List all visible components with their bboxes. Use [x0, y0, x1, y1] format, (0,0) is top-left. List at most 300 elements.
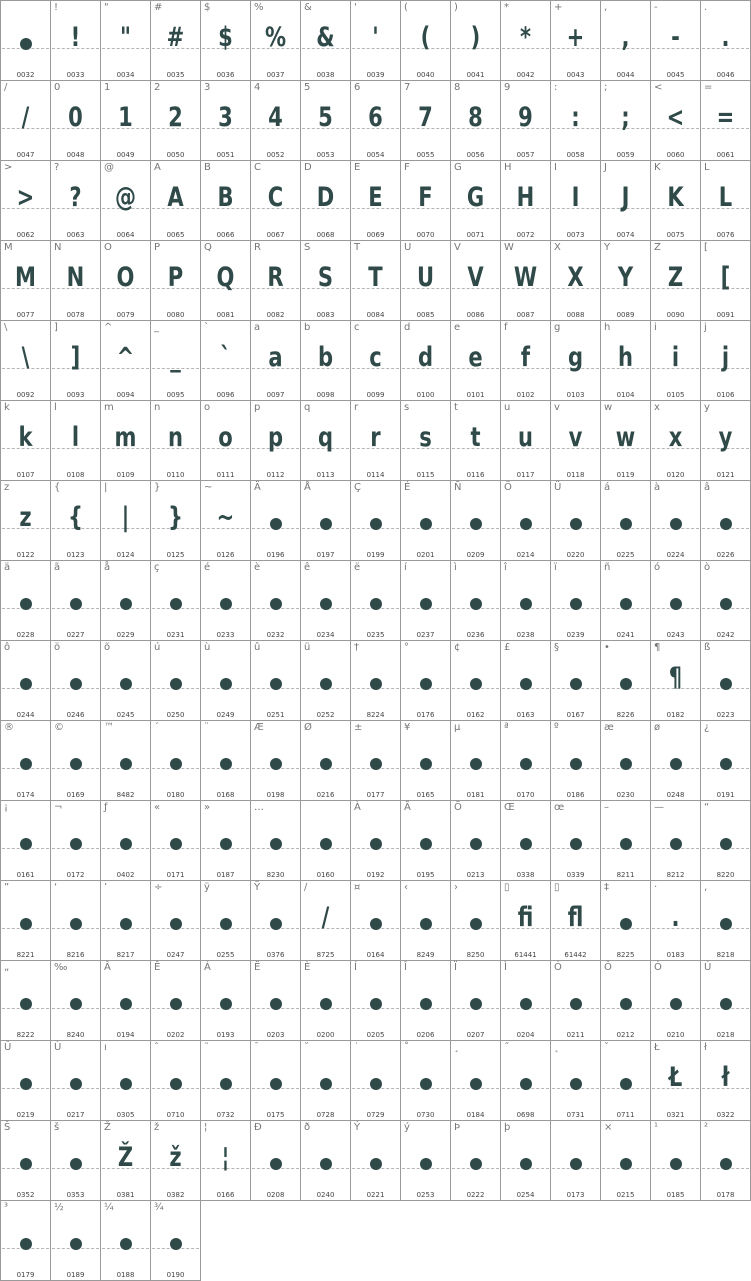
glyph-preview: c	[369, 342, 382, 373]
glyph-code: 0225	[616, 551, 635, 559]
glyph-label: l	[54, 402, 57, 413]
glyph-code: 0228	[16, 631, 35, 639]
missing-glyph-dot-icon	[570, 838, 582, 850]
glyph-label: 0	[54, 82, 61, 93]
glyph-label: }	[154, 482, 161, 493]
glyph-code: 0245	[116, 711, 135, 719]
glyph-label: p	[254, 402, 261, 413]
glyph-label: ı	[104, 1042, 107, 1053]
glyph-cell	[300, 880, 351, 961]
glyph-code: 0120	[666, 471, 685, 479]
glyph-code: 0117	[516, 471, 535, 479]
glyph-cell	[0, 1120, 51, 1201]
glyph-label: ½	[54, 1202, 64, 1213]
missing-glyph-dot-icon	[270, 1078, 282, 1090]
glyph-cell	[50, 1120, 101, 1201]
glyph-label: ø	[654, 722, 661, 733]
glyph-cell	[550, 400, 601, 481]
glyph-cell	[450, 80, 501, 161]
glyph-code: 0094	[116, 391, 135, 399]
glyph-code: 0165	[416, 791, 435, 799]
glyph-code: 0250	[166, 711, 185, 719]
glyph-code: 0711	[616, 1111, 635, 1119]
glyph-code: 0223	[716, 711, 735, 719]
glyph-cell	[50, 880, 101, 961]
glyph-cell	[600, 720, 651, 801]
missing-glyph-dot-icon	[720, 758, 732, 770]
glyph-cell	[450, 640, 501, 721]
glyph-code: 0107	[16, 471, 35, 479]
glyph-code: 0253	[416, 1191, 435, 1199]
glyph-cell	[50, 480, 101, 561]
glyph-cell	[600, 400, 651, 481]
glyph-code: 0087	[516, 311, 535, 319]
glyph-code: 0035	[166, 71, 185, 79]
missing-glyph-dot-icon	[220, 758, 232, 770]
glyph-cell	[150, 800, 201, 881]
glyph-cell	[300, 240, 351, 321]
glyph-code: 0216	[316, 791, 335, 799]
glyph-label: 7	[404, 82, 411, 93]
glyph-cell	[500, 80, 551, 161]
glyph-label: É	[404, 482, 411, 493]
glyph-cell	[350, 160, 401, 241]
glyph-code: 8225	[616, 951, 635, 959]
glyph-code: 0237	[416, 631, 435, 639]
glyph-code: 0097	[266, 391, 285, 399]
glyph-label: h	[604, 322, 611, 333]
glyph-label: Î	[404, 962, 407, 973]
glyph-cell	[100, 880, 151, 961]
missing-glyph-dot-icon	[420, 758, 432, 770]
glyph-label: V	[454, 242, 461, 253]
missing-glyph-dot-icon	[320, 838, 332, 850]
glyph-code: 0203	[266, 1031, 285, 1039]
glyph-preview: o	[218, 422, 233, 453]
glyph-label: ¶	[654, 642, 661, 653]
glyph-label: P	[154, 242, 161, 253]
glyph-label: Û	[4, 1042, 12, 1053]
glyph-preview: f	[520, 342, 531, 373]
glyph-preview: g	[567, 342, 584, 373]
glyph-code: 0161	[16, 871, 35, 879]
glyph-label: Ý	[354, 1122, 361, 1133]
glyph-label: #	[154, 2, 163, 13]
glyph-label: Ò	[654, 962, 662, 973]
missing-glyph-dot-icon	[470, 1158, 482, 1170]
glyph-cell	[500, 240, 551, 321]
glyph-label: ö	[54, 642, 61, 653]
glyph-code: 0038	[316, 71, 335, 79]
glyph-cell	[650, 240, 701, 321]
glyph-label: ‘	[54, 882, 58, 893]
glyph-label: ù	[204, 642, 211, 653]
glyph-code: 0064	[116, 231, 135, 239]
glyph-code: 0170	[516, 791, 535, 799]
glyph-cell	[50, 960, 101, 1041]
glyph-label: ˙	[354, 1042, 359, 1053]
glyph-code: 0126	[216, 551, 235, 559]
glyph-code: 0191	[716, 791, 735, 799]
glyph-label: Þ	[454, 1122, 461, 1133]
glyph-code: 0051	[216, 151, 235, 159]
glyph-label: Æ	[254, 722, 264, 733]
glyph-cell	[0, 160, 51, 241]
glyph-preview: Y	[617, 262, 634, 293]
glyph-label: F	[404, 162, 410, 173]
glyph-code: 0376	[266, 951, 285, 959]
glyph-code: 0186	[566, 791, 585, 799]
glyph-preview: ^	[116, 342, 135, 373]
glyph-cell	[200, 800, 251, 881]
glyph-cell	[700, 560, 751, 641]
glyph-label: ×	[604, 1122, 613, 1133]
glyph-label: Q	[204, 242, 212, 253]
glyph-preview: &	[316, 22, 335, 53]
missing-glyph-dot-icon	[570, 598, 582, 610]
glyph-preview: %	[264, 22, 287, 53]
missing-glyph-dot-icon	[320, 518, 332, 530]
glyph-cell	[350, 800, 401, 881]
glyph-cell	[550, 1040, 601, 1121]
glyph-cell	[100, 400, 151, 481]
glyph-code: 0187	[216, 871, 235, 879]
glyph-code: 0041	[466, 71, 485, 79]
glyph-code: 0099	[366, 391, 385, 399]
glyph-code: 0243	[666, 631, 685, 639]
glyph-preview: ,	[621, 22, 630, 53]
glyph-label: 9	[504, 82, 511, 93]
glyph-label: ¥	[404, 722, 411, 733]
missing-glyph-dot-icon	[120, 1238, 132, 1250]
glyph-code: 0039	[366, 71, 385, 79]
glyph-label: ž	[154, 1122, 160, 1133]
glyph-code: 61442	[564, 951, 587, 959]
glyph-label: .	[704, 2, 708, 13]
glyph-code: 0402	[116, 871, 135, 879]
glyph-label: ü	[304, 642, 311, 653]
glyph-cell	[700, 720, 751, 801]
glyph-cell	[200, 400, 251, 481]
glyph-preview: }	[167, 502, 183, 533]
glyph-label: º	[554, 722, 559, 733]
glyph-code: 0122	[16, 551, 35, 559]
glyph-label: z	[4, 482, 10, 493]
glyph-code: 8212	[666, 871, 685, 879]
glyph-label: ]	[54, 322, 58, 333]
glyph-cell	[450, 240, 501, 321]
glyph-cell	[450, 1040, 501, 1121]
missing-glyph-dot-icon	[70, 998, 82, 1010]
glyph-label: ¤	[354, 882, 361, 893]
glyph-cell	[200, 560, 251, 641]
glyph-cell	[250, 960, 301, 1041]
glyph-label: â	[704, 482, 711, 493]
glyph-cell	[100, 1200, 151, 1281]
glyph-label: ê	[304, 562, 311, 573]
glyph-label: Ø	[304, 722, 312, 733]
glyph-label: ▯	[504, 882, 510, 893]
glyph-code: 0109	[116, 471, 135, 479]
glyph-code: 0067	[266, 231, 285, 239]
glyph-cell	[100, 720, 151, 801]
glyph-code: 0382	[166, 1191, 185, 1199]
glyph-code: 0235	[366, 631, 385, 639]
glyph-cell	[250, 0, 301, 81]
glyph-label: e	[454, 322, 461, 333]
glyph-code: 0202	[166, 1031, 185, 1039]
glyph-label: W	[504, 242, 514, 253]
glyph-cell	[250, 640, 301, 721]
missing-glyph-dot-icon	[470, 678, 482, 690]
glyph-cell	[200, 80, 251, 161]
glyph-preview: Ž	[117, 1142, 134, 1173]
glyph-code: 0305	[116, 1111, 135, 1119]
glyph-code: 0193	[216, 1031, 235, 1039]
glyph-cell	[200, 240, 251, 321]
glyph-cell	[500, 640, 551, 721]
glyph-cell	[650, 160, 701, 241]
glyph-preview: d	[417, 342, 434, 373]
glyph-code: 0729	[366, 1111, 385, 1119]
glyph-code: 0114	[366, 471, 385, 479]
missing-glyph-dot-icon	[220, 838, 232, 850]
glyph-code: 8226	[616, 711, 635, 719]
glyph-cell	[550, 0, 601, 81]
glyph-cell	[550, 160, 601, 241]
glyph-cell	[0, 1040, 51, 1121]
glyph-label: |	[104, 482, 108, 493]
glyph-preview: m	[114, 422, 137, 453]
glyph-cell	[350, 880, 401, 961]
glyph-cell	[50, 560, 101, 641]
glyph-cell	[500, 320, 551, 401]
glyph-preview: C	[267, 182, 284, 213]
glyph-cell	[300, 560, 351, 641]
glyph-label: m	[104, 402, 114, 413]
glyph-cell	[700, 400, 751, 481]
missing-glyph-dot-icon	[420, 1078, 432, 1090]
missing-glyph-dot-icon	[370, 998, 382, 1010]
missing-glyph-dot-icon	[720, 998, 732, 1010]
glyph-code: 0230	[616, 791, 635, 799]
glyph-label: (	[404, 2, 408, 13]
glyph-cell	[200, 0, 251, 81]
glyph-code: 8249	[416, 951, 435, 959]
glyph-label: g	[554, 322, 561, 333]
glyph-label: ł	[704, 1042, 707, 1053]
glyph-cell	[250, 240, 301, 321]
glyph-label: Ö	[504, 482, 512, 493]
glyph-code: 0164	[366, 951, 385, 959]
glyph-code: 0079	[116, 311, 135, 319]
glyph-preview: $	[218, 22, 233, 53]
glyph-label: Ç	[354, 482, 361, 493]
glyph-label: À	[354, 802, 361, 813]
missing-glyph-dot-icon	[20, 1238, 32, 1250]
glyph-cell	[0, 80, 51, 161]
glyph-code: 0057	[516, 151, 535, 159]
missing-glyph-dot-icon	[70, 598, 82, 610]
glyph-label: ’	[104, 882, 108, 893]
glyph-preview: #	[166, 22, 185, 53]
glyph-cell	[150, 160, 201, 241]
glyph-preview: M	[15, 262, 36, 293]
glyph-cell	[400, 240, 451, 321]
glyph-label: ¦	[204, 1122, 208, 1133]
glyph-code: 0255	[216, 951, 235, 959]
glyph-label: S	[304, 242, 311, 253]
glyph-cell	[150, 320, 201, 401]
glyph-cell	[250, 1040, 301, 1121]
glyph-preview: I	[571, 182, 580, 213]
missing-glyph-dot-icon	[670, 1158, 682, 1170]
glyph-cell	[200, 1040, 251, 1121]
missing-glyph-dot-icon	[420, 518, 432, 530]
glyph-label: ‰	[54, 962, 68, 973]
glyph-cell	[400, 1040, 451, 1121]
glyph-code: 0043	[566, 71, 585, 79]
glyph-label: ˛	[554, 1042, 559, 1053]
missing-glyph-dot-icon	[20, 998, 32, 1010]
glyph-label: [	[704, 242, 708, 253]
glyph-label: K	[654, 162, 661, 173]
glyph-cell	[700, 800, 751, 881]
glyph-label: 5	[304, 82, 311, 93]
glyph-cell	[550, 720, 601, 801]
glyph-label: ±	[354, 722, 363, 733]
glyph-label: û	[254, 642, 261, 653]
glyph-cell	[600, 800, 651, 881]
missing-glyph-dot-icon	[70, 918, 82, 930]
glyph-preview: 4	[268, 102, 283, 133]
glyph-code: 0249	[216, 711, 235, 719]
glyph-code: 8240	[66, 1031, 85, 1039]
glyph-code: 0200	[316, 1031, 335, 1039]
glyph-code: 0199	[366, 551, 385, 559]
glyph-label: \	[4, 322, 8, 333]
missing-glyph-dot-icon	[620, 998, 632, 1010]
glyph-label: ¨	[204, 722, 209, 733]
missing-glyph-dot-icon	[620, 918, 632, 930]
glyph-code: 0045	[666, 71, 685, 79]
glyph-code: 0205	[366, 1031, 385, 1039]
missing-glyph-dot-icon	[170, 1078, 182, 1090]
glyph-preview: !	[70, 22, 81, 53]
missing-glyph-dot-icon	[320, 678, 332, 690]
missing-glyph-dot-icon	[670, 998, 682, 1010]
glyph-code: 0176	[416, 711, 435, 719]
missing-glyph-dot-icon	[120, 918, 132, 930]
glyph-preview: ¶	[668, 662, 683, 693]
glyph-cell	[550, 800, 601, 881]
glyph-cell	[400, 560, 451, 641]
glyph-label: >	[4, 162, 13, 173]
missing-glyph-dot-icon	[720, 518, 732, 530]
glyph-preview: =	[716, 102, 735, 133]
glyph-code: 0085	[416, 311, 435, 319]
glyph-label: ›	[454, 882, 458, 893]
glyph-code: 0218	[716, 1031, 735, 1039]
glyph-code: 0160	[316, 871, 335, 879]
glyph-cell	[550, 80, 601, 161]
glyph-code: 0167	[566, 711, 585, 719]
glyph-preview: [	[720, 262, 731, 293]
missing-glyph-dot-icon	[470, 838, 482, 850]
missing-glyph-dot-icon	[220, 998, 232, 1010]
glyph-label: )	[454, 2, 458, 13]
glyph-code: 0119	[616, 471, 635, 479]
glyph-preview: F	[418, 182, 433, 213]
glyph-label: ô	[4, 642, 11, 653]
glyph-preview: s	[419, 422, 432, 453]
glyph-label: ‚	[704, 882, 708, 893]
glyph-label: N	[54, 242, 62, 253]
glyph-code: 0052	[266, 151, 285, 159]
glyph-code: 0353	[66, 1191, 85, 1199]
glyph-code: 0352	[16, 1191, 35, 1199]
glyph-label: ú	[154, 642, 161, 653]
glyph-code: 0180	[166, 791, 185, 799]
glyph-cell	[100, 80, 151, 161]
glyph-label: /	[4, 82, 8, 93]
glyph-cell	[0, 480, 51, 561]
glyph-code: 0103	[566, 391, 585, 399]
glyph-code: 0196	[266, 551, 285, 559]
glyph-preview: X	[567, 262, 584, 293]
glyph-code: 0732	[216, 1111, 235, 1119]
glyph-cell	[550, 640, 601, 721]
glyph-code: 0055	[416, 151, 435, 159]
glyph-preview: z	[19, 502, 32, 533]
glyph-cell	[650, 880, 701, 961]
missing-glyph-dot-icon	[720, 918, 732, 930]
glyph-cell	[200, 320, 251, 401]
glyph-preview: t	[470, 422, 481, 453]
glyph-label: ¼	[104, 1202, 114, 1213]
glyph-label: j	[704, 322, 707, 333]
missing-glyph-dot-icon	[370, 1078, 382, 1090]
glyph-label: ´	[154, 722, 159, 733]
missing-glyph-dot-icon	[170, 998, 182, 1010]
glyph-cell	[0, 1200, 51, 1281]
glyph-preview: O	[116, 262, 135, 293]
glyph-code: 0236	[466, 631, 485, 639]
glyph-cell	[600, 1120, 651, 1201]
glyph-code: 0246	[66, 711, 85, 719]
glyph-label: ò	[704, 562, 711, 573]
glyph-label: ™	[104, 722, 114, 733]
glyph-label: ¡	[4, 802, 9, 813]
glyph-preview: 0	[68, 102, 83, 133]
glyph-label: {	[54, 482, 61, 493]
glyph-code: 0210	[666, 1031, 685, 1039]
glyph-label: ÿ	[204, 882, 210, 893]
glyph-code: 0207	[466, 1031, 485, 1039]
glyph-cell	[0, 240, 51, 321]
missing-glyph-dot-icon	[720, 1158, 732, 1170]
glyph-code: 0710	[166, 1111, 185, 1119]
glyph-label: ì	[454, 562, 457, 573]
missing-glyph-dot-icon	[370, 598, 382, 610]
glyph-cell	[150, 640, 201, 721]
missing-glyph-dot-icon	[220, 1078, 232, 1090]
glyph-preview: *	[519, 22, 532, 53]
missing-glyph-dot-icon	[620, 1078, 632, 1090]
missing-glyph-dot-icon	[520, 1158, 532, 1170]
glyph-code: 0065	[166, 231, 185, 239]
glyph-cell	[500, 1040, 551, 1121]
